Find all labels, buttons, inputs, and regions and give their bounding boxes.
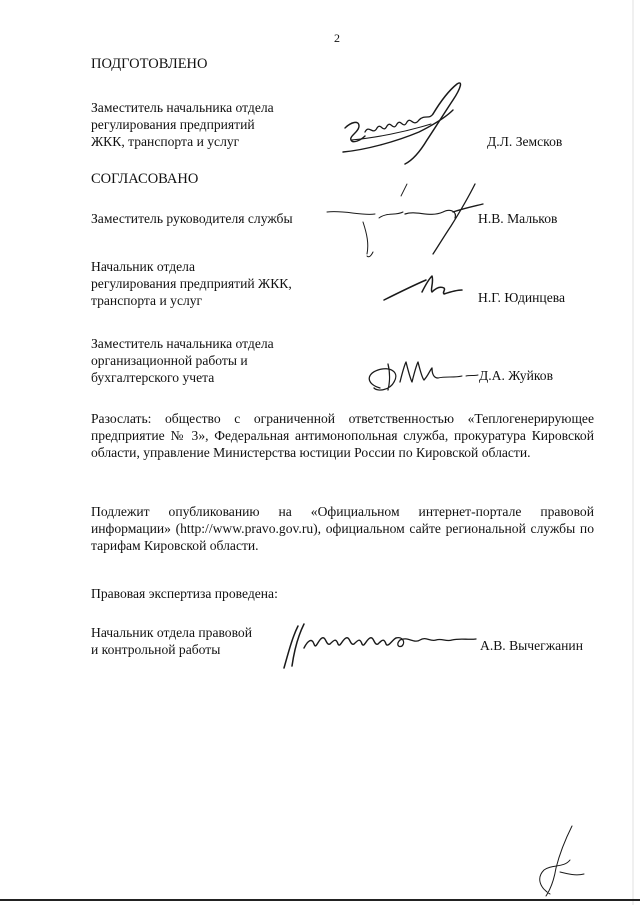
signer-2-position-line-1: Начальник отдела — [91, 259, 195, 274]
signer-2-name: Н.Г. Юдинцева — [478, 290, 566, 305]
prepared-position-line-2: регулирования предприятий — [91, 117, 255, 132]
signature-zhuykov — [360, 352, 485, 397]
prepared-signer-name: Д.Л. Земсков — [487, 134, 563, 149]
signature-malkov — [325, 182, 485, 262]
signer-3-name: Д.А. Жуйков — [479, 368, 554, 383]
distribution-paragraph: Разослать: общество с ограниченной ответственностью «Теплогенерирующее предприятие № 3», Федеральная антимонопольная служба, прокуратура Кировской области, управление Министерства юстиции России по Кировской области. — [91, 411, 594, 460]
signer-1-position: Заместитель руководителя службы — [91, 211, 293, 226]
legal-review-position-line-1: Начальник отдела правовой — [91, 625, 253, 640]
bottom-rule — [0, 899, 640, 901]
legal-review-position-line-2: и контрольной работы — [91, 642, 221, 657]
page-edge — [632, 0, 634, 905]
prepared-heading: ПОДГОТОВЛЕНО — [91, 56, 208, 72]
prepared-position-line-1: Заместитель начальника отдела — [91, 100, 274, 115]
page-number: 2 — [334, 31, 340, 45]
signature-yudintseva — [382, 270, 472, 310]
signer-2-position-line-3: транспорта и услуг — [91, 293, 203, 308]
agreed-heading: СОГЛАСОВАНО — [91, 171, 199, 187]
initials-mark — [520, 824, 590, 899]
signer-3-position-line-2: организационной работы и — [91, 353, 248, 368]
signer-3-position-line-1: Заместитель начальника отдела — [91, 336, 274, 351]
signature-zemskov — [335, 80, 470, 165]
signature-vychegzhanin — [276, 618, 481, 670]
signer-3-position-line-3: бухгалтерского учета — [91, 370, 215, 385]
signer-1-name: Н.В. Мальков — [478, 211, 558, 226]
legal-review-signer-name: А.В. Вычегжанин — [480, 638, 583, 653]
publication-paragraph: Подлежит опубликованию на «Официальном интернет-портале правовой информации» (http://www.pravo.gov.ru), официальном сайте региональной службы по тарифам Кировской области. — [91, 504, 594, 553]
prepared-position-line-3: ЖКК, транспорта и услуг — [91, 134, 240, 149]
signer-2-position-line-2: регулирования предприятий ЖКК, — [91, 276, 292, 291]
legal-review-heading: Правовая экспертиза проведена: — [91, 586, 278, 601]
